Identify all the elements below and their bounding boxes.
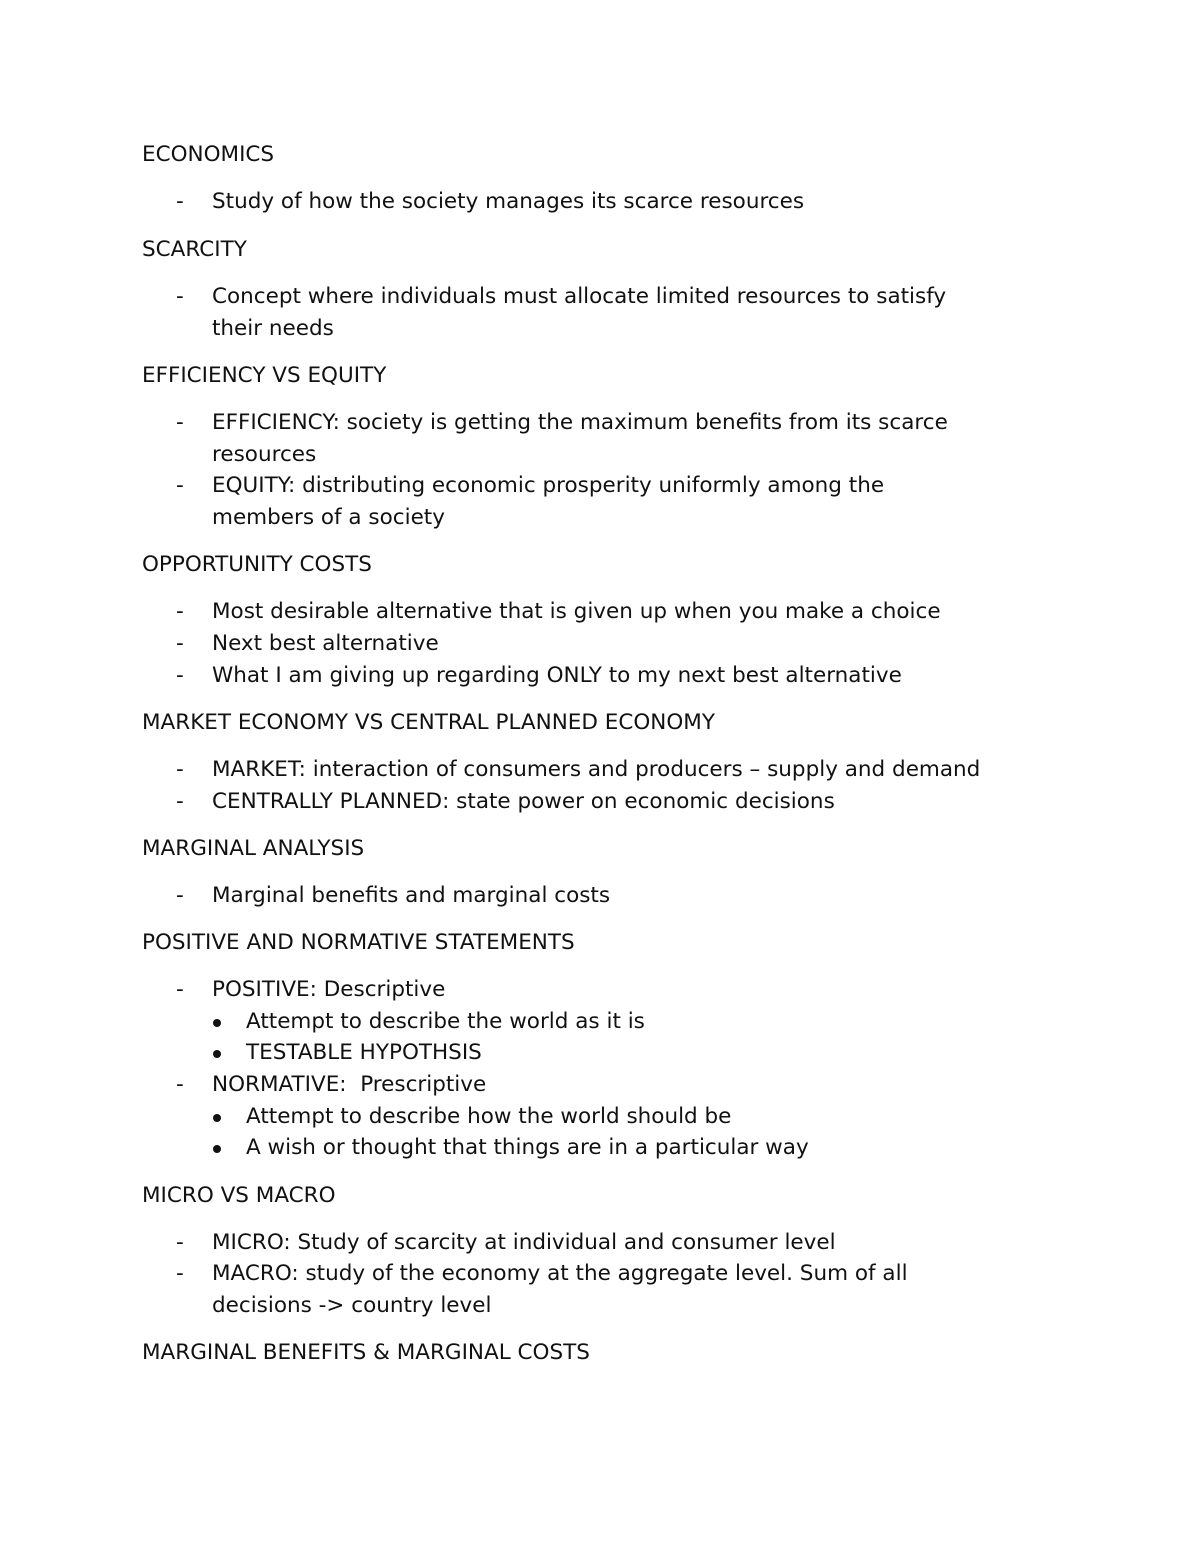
sub-list-item-text: Attempt to describe the world as it is [246, 1009, 645, 1034]
bullet-icon [213, 1050, 221, 1058]
dash-marker: - [176, 189, 184, 214]
dash-marker: - [176, 599, 184, 624]
dash-marker: - [176, 473, 184, 498]
list-item-text: What I am giving up regarding ONLY to my next best alternative [212, 663, 902, 688]
section-heading: OPPORTUNITY COSTS [142, 552, 372, 577]
dash-marker: - [176, 410, 184, 435]
list-item-text: POSITIVE: Descriptive [212, 977, 446, 1002]
dash-marker: - [176, 789, 184, 814]
section-heading: ECONOMICS [142, 142, 275, 167]
dash-marker: - [176, 883, 184, 908]
list-item-text: Most desirable alternative that is given up when you make a choice [212, 599, 941, 624]
list-item-text: EFFICIENCY: society is getting the maximum benefits from its scarce resources [212, 410, 948, 467]
list-item-text: MICRO: Study of scarcity at individual and consumer level [212, 1230, 836, 1255]
dash-marker: - [176, 1261, 184, 1286]
list-item-text: Concept where individuals must allocate limited resources to satisfy their needs [212, 284, 947, 341]
section-heading: MARGINAL BENEFITS & MARGINAL COSTS [142, 1340, 590, 1365]
section-heading: EFFICIENCY VS EQUITY [142, 363, 387, 388]
dash-marker: - [176, 663, 184, 688]
list-item-text: MARKET: interaction of consumers and producers – supply and demand [212, 757, 981, 782]
sub-list-item-text: Attempt to describe how the world should be [246, 1104, 732, 1129]
list-item-text: CENTRALLY PLANNED: state power on economic decisions [212, 789, 835, 814]
section-heading: MICRO VS MACRO [142, 1183, 336, 1208]
list-item-text: NORMATIVE: Prescriptive [212, 1072, 487, 1097]
section-heading: POSITIVE AND NORMATIVE STATEMENTS [142, 930, 575, 955]
bullet-icon [213, 1019, 221, 1027]
list-item-text: Marginal benefits and marginal costs [212, 883, 611, 908]
dash-marker: - [176, 757, 184, 782]
section-heading: SCARCITY [142, 237, 247, 262]
list-item-text: Study of how the society manages its scarce resources [212, 189, 805, 214]
list-item-text: EQUITY: distributing economic prosperity uniformly among the members of a society [212, 473, 885, 530]
dash-marker: - [176, 1230, 184, 1255]
sub-list-item-text: A wish or thought that things are in a particular way [246, 1135, 809, 1160]
list-item-text: MACRO: study of the economy at the aggregate level. Sum of all decisions -> country level [212, 1261, 908, 1318]
dash-marker: - [176, 284, 184, 309]
sub-list-item-text: TESTABLE HYPOTHSIS [246, 1040, 482, 1065]
dash-marker: - [176, 1072, 184, 1097]
section-heading: MARKET ECONOMY VS CENTRAL PLANNED ECONOMY [142, 710, 715, 735]
bullet-icon [213, 1145, 221, 1153]
dash-marker: - [176, 631, 184, 656]
bullet-icon [213, 1114, 221, 1122]
list-item-text: Next best alternative [212, 631, 439, 656]
dash-marker: - [176, 977, 184, 1002]
section-heading: MARGINAL ANALYSIS [142, 836, 365, 861]
